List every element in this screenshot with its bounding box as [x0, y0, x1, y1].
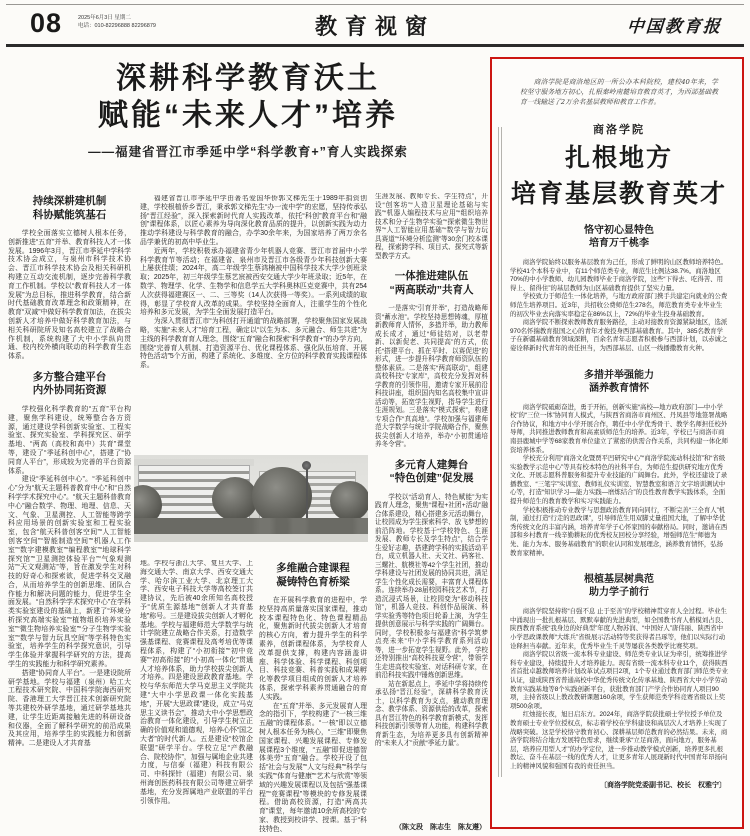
page-header — [6, 6, 744, 44]
subhead-line: 内外协同拓资源 — [32, 384, 107, 397]
paragraph: 商洛学院不断探索教师教育服务路径，主动对接教育资源紧缺地区，选派970名怀揣教育报国之心的青年才俊投身西部基础教育。其中，385名教育学子在新疆基础教育领域深耕，百余名青年志愿者积极参与西部计划，以赤诚之姿诠释新时代青年的责任担当，为西部基层、山区一线播撒教育火种。 — [510, 319, 728, 352]
phone-text: 电话：010-82296888 82296879 — [78, 22, 156, 29]
subhead-curriculum — [259, 562, 367, 589]
paragraph: 学校积极推动专业教学与思想政治教育同向同行，不断完善“三全育人”机制，通过打造“行走的思政课”，引导师范生用双脚丈量祖国大地，了解中华优秀传统文化的丰富内涵，培养青年学子心怀家国的奉献格局。同时，邀请在西部和乡村教育一线辛勤耕耘的优秀校友回校分享经验，增强师范生“师德为先、能力为本、服务基础教育”的职业认同和发展理念，涵养教育情怀，弘扬教育家精神。 — [510, 506, 728, 557]
section-title: 教育视窗 — [314, 14, 435, 39]
paragraph: 站在新起点上，季延中学将持续传承弘扬“晋江经验”，深耕科学教育沃土，以科学教育为支点，撬动教育理念、教学体系、资源供给的改革，探索具有晋江特色的科学教育新模式，发挥科技创新引领等育人功能，构建科学教育新生态，为培养更多具有创新精神的“未来人才”贡献“季延力量”。 — [375, 680, 488, 747]
pavement-graphic — [134, 534, 368, 542]
bushes-graphic — [134, 518, 368, 534]
paragraph: 商洛学院砥砺奋进，勇于开拓，创新实施“高校—地方政府部门—中小学校”的“三位一体”协同育人模式，与陕西省商洛市商州区、丹凤县等地签署战略合作协议，和地方中小学开展合作，聘任中小学优秀骨干、教学名师担任校外导师，共同推进教师教育和高素质师范生的培养。近3年，学校已与商洛市商南县鹿城中学等68家教育单位建立了紧密的供需合作关系，共同构建一体化师资培养体系。 — [510, 403, 728, 454]
paragraph: 福建省晋江市季延中学由著名爱国华侨郭文梯先生于1989年捐资创建，学校根植侨乡晋江，秉承郭文梯先生“办一流中学”的宏愿，坚持传承弘扬“晋江经验”，深入探索新时代育人实践改革，依托“科创”教育平台和“融创”课程体系，以匠心素养为导向深化教育品质的提升，以创新实践为动力推动学科建设与科学教育的融合，办学30余年来，为国家培养了两万余名品学兼优的初高中毕业生。 — [140, 195, 367, 246]
top-rule — [6, 4, 744, 5]
side-article-byline: 〔商洛学院党委副书记、校长 权雅宁〕 — [600, 781, 726, 789]
subhead-line: “两高联动”共育人 — [389, 283, 474, 296]
subhead-mechanism — [8, 195, 131, 222]
paragraph: 学校强化科学教育的“五育”平台构建，聚焦学科建设，统筹整合各方资源，通过建设学科创新实验室、工程实验室、探究实验室、学科探究区、研学基地、“两高（高校和高中）共育”课堂等，建设了“季延科创中心”，搭建了“协同育人平台”，形成较为完善的平台资源体系。 — [8, 405, 131, 475]
side-headline-line1: 扎根地方 — [564, 144, 673, 172]
lamppost-graphic — [306, 463, 308, 525]
main-article-byline: （陈文段 陈志生 陈友遵） — [389, 820, 486, 832]
paragraph: 学校以“活动育人、特色赋能”为实践育人理念，聚焦“课程+社团+活动”融合体系建设，精心搭建多元活动舞台，让校园成为学生探索科学、放飞梦想的前沿阵地。学校基于“学校特色、生涯发展、教师专长及学生特点”，结合学生爱好志趣，搭建跨学科的实践活动平台，成立机器人社、天文社、码客社、三螺社、航模社等42个学生社团，推动学科建设与社团发展的协同共进，满足学生个性化成长需要，丰富育人课程体系。连续举办28届校园科技艺术节，打造沉浸式场景，让校园变为“移动科技馆”，机器人竞技、科创作品展演、科学实验秀等特色项目轮番上演，为学生提供创意展示与科学实践的广阔舞台。同时，学校积极参与福建省“科学筑梦点亮未来”中小学科学教育系列活动等，进一步拓宽学生视野。此外，学校还特别推出“高校科技夏令营”，带领学生走进高校实验室、对话科研专家，在前沿科技实践中锤炼创新思维。 — [375, 493, 488, 679]
subhead-line: 恪守初心显特色 — [584, 225, 654, 236]
paragraph: 地。学校与浙江大学、复旦大学、上海交通大学、南京大学、西安交通大学、哈尔滨工业大学、北京理工大学、西安电子科技大学等高校签订共建协议，先后被40余所知名高校授予“优质生源基地”“创新人才共育基地”称号。三是建设拔尖创新人才孵化基地。学校与福建师范大学数学与统计学院建立战略合作关系，打造数学强基课程、竞赛课程及高考培优等课程体系，构建了“小初衔接”“初中竞赛”“初高衔接”的“小初高一体化”贯通人才培养体系，助力学校拔尖创新人才培养。四是建设思政教育基地。学校与华东师范大学马克思主义学院共建“大中小学思政课一体化实践基地”，开展“大思政课”建设，成立“马克思主义读书会”，推动大中小学思想政治教育一体化建设，引导学生树立正确的价值观和道德观，培养心怀“国之大者”的时代新人。五是建设“校馆企联盟”研学平台。学校立足“产教融合、院校协作”，加强与属地企业共建力度，与信泰（福建）科技有限公司、中科探针（福建）有限公司、泉州海创医药科技有限公司等建立研学基地，充分发挥属地产业联盟的平台引领作用。 — [140, 560, 253, 805]
subhead-platform — [8, 371, 131, 398]
subhead-line: “特色创建”促发展 — [389, 472, 474, 484]
paragraph: 为深入贯彻晋江市“为科创打开通道”的战略部署，学校聚焦国家发展战略，实施“未来人才”培育工程，确定以“以生为本、多元融合、师生共进”为主线的科学教育育人理念，围绕“五育”融合和探索“科学教育+”的办学方向，围绕“完善育人机制、打造资源平台、优化课程体系、强化队伍培育、开展特色活动”5个方面，构建了系统化、多维度、全方位的科学教育实践课程体系。 — [140, 318, 367, 370]
masthead-logo: 中国教育报 — [626, 17, 723, 37]
inner-vertical-rule — [498, 127, 502, 777]
side-subhead-2 — [510, 369, 728, 395]
paragraph: 学校致力于师范生一体化培养，与地方政府部门携手共建定向就业的公费师范生培养项目。近3年，共招收公费师范生278名，师范教育类专业毕业生的初次毕业去向落实率稳定在86%以上，72%的毕业生投身基础教育。 — [510, 293, 728, 318]
subhead-line: 一体推进建队伍 — [394, 270, 469, 282]
subhead-line: 持续深耕建机制 — [32, 195, 107, 207]
main-intro-block — [140, 195, 367, 453]
paragraph: 商洛学院坚持将“自强不息 止于至善”的学校精神贯穿育人全过程。毕业生中涌现出一批扎根基层、默默奉献的先进典型，如全国教书育人楷模刘占良、陕西教育系统“我身边的好典型”年度人物苏润、“中国好人”唐伟丽、陕西省中小学思政课教师“大练兵”省级展示活动特等奖获得者吕琢等，他们以实际行动诠释担当奉献。近年来，优秀毕业生千灵等屡获各类教学比赛奖项。 — [510, 608, 728, 650]
paragraph: 近两年，学校积极承办福建省青少年机器人竞赛、晋江市首届中小学科学教育节等活动；在福建省、泉州市及晋江市各级青少年科技创新大赛上屡获佳绩；2024年，高二年级学生蔡鸿楠被中国科学技术大学少创班录取；2025年，初三年级学生蔡艺宸被西安交通大学少年班录取；近5年，在数学、物理学、化学、生物学和信息学五大学科奥林匹克竞赛中，共有254人次获得福建赛区一、二、三等奖（14人次获得一等奖）。一系列成绩的取得，彰显了学校育人改革的成果。学校坚持全面育人，注重学生的个性化培养和多元发展，为学生全面发展打造平台。 — [140, 247, 367, 317]
tree-graphic — [252, 467, 312, 525]
subhead-team — [375, 270, 488, 297]
paragraph: 学校全面落实立德树人根本任务，创新推进“五育”并举、教育科技人才一体发展。1996年3月，晋江市季延中学科学技术协会成立，与泉州市科学技术协会、晋江市科学技术协会及相关科研机构建立互动交流机制，逐步完善科学教育工作机制。学校以“教育科技人才一体发展”为总目标，推进科学教育，结合新时代基础教育改革理念和政策精神，在教育“双减”中做好科学教育加法，在拔尖创新人才培养中做好科学教育加法，与相关科研院所及知名高校建立了战略合作机制，系统构建了大中小学纵向贯通、校内校外横向联动的科学教育生态体系。 — [8, 230, 131, 361]
header-rule — [6, 44, 744, 47]
side-subhead-3 — [510, 573, 728, 599]
subhead-line: 助力学子前行 — [589, 587, 649, 599]
main-column-a — [8, 193, 131, 834]
tree-graphic — [330, 481, 368, 521]
paragraph: 商洛学院始终以服务基层教育为己任，形成了鲜明的山区教师培养特色。学校41个本科专业中，有11个师范类专业，师范生比例达38.7%。商洛地区70%的中小学教师、幼儿园教师毕业于商洛学院，这些“下得去、吃得苦、用得上、留得住”的基层教师为山区基础教育提供了坚实力量。 — [510, 259, 728, 292]
paragraph: 在开展科学教育的进程中，学校坚持高质量落实国家课程，推动校本课程特色化、特色课程精品化，聚焦新时代拔尖创新人才培育的核心方向，着力提升学生的科学素养，创新课程体系，为学校育人改革提供支撑，构建内容涵盖讲座、科学体验、科学课程、科创项目、科技竞赛、科普实践和成果孵化等教学项目组成的创新人才培养体系，探索学科素养贯通融合的育人实践。 — [259, 597, 367, 701]
subhead-line: 凝铸特色育桥梁 — [276, 575, 350, 588]
campus-photo — [134, 455, 368, 542]
headline-line2: 赋能“未来人才”培养 — [98, 99, 398, 132]
headline-line1: 深耕科学教育沃土 — [116, 62, 380, 95]
subhead-line: 多措并举强能力 — [584, 369, 654, 381]
paragraph: 生涯发展、教师专长、学生特点”，开设“创客坊”“人造卫星理论基础与实践”“机器人编程技术与应用”“组织培养技术和分子生物学实验”“探索微生物世界”“人工智能应用基础”“数学与智力玩具赛道”“环境分析监测”等30余门校本课程，探索跨学科、项目式、探究式等新型教学方式。 — [375, 193, 488, 260]
subhead-line: 多元育人建舞台 — [394, 458, 469, 471]
side-subhead-1 — [510, 224, 728, 250]
paragraph: 一是落实“引育并举”，打造战略师资“蓄水池”。学校坚持思想铸魂，厚植新教师育人情怀，多措并举，助力教师成长成才，通过“师徒结对，以老带新、以新促老、共同提高”的方式，依托“搭建平台、抓在平时、以赛促进”的形式，进一步提升科学教育师资队伍的整体素质。二是落实“两高联动”，组建高校科技“专家库”，高校充分发挥对科学教育的引领作用，邀请专家开展前沿科技讲座，组织国内知名高校集中宣讲活动等，拓宽学生视野，指导学生进行生涯规划。三是落实“模式探索”，构建专项合作“真高地”。学校加强与福建师范大学数学与统计学院战略合作，聚焦拔尖创新人才培养，举办“小初贯通培养冬令营”。 — [375, 305, 488, 448]
lamp-graphic — [302, 461, 311, 470]
main-article-headline — [8, 60, 488, 160]
tree-graphic — [212, 477, 258, 521]
subhead-line: 多维融合建课程 — [276, 562, 350, 574]
paragraph: 建设“季延科创中心”。“季延科创中心”分为“航天主题科普教育中心”和“自然科学学术探究中心”。“航天主题科普教育中心”融合数学、物理、地理、信息、天文、气象、卫星测控、人工智能等跨学科应用场景的创新实验室和工程实验室，包含“航天科普创客空间”“人工智能创客空间”“智能制造空间”“机器人工作室”“数字建模教室”“编程教室”“地球科学探究馆”“卫星测控体验平台”“气象观测站”“天文观测站”等，旨在激发学生对科技的好奇心和探索欲，促进学科交叉融合，从而培养学生的创新思维、团队合作能力和解决问题的能力，促进学生全面发展。“自然科学学术探究中心”在学科类实验室建设的基础上，新建了“环境分析探究高端实验室”“植物组织培养实验室”“微生物培养实验室”“分子生物学实验室”“数学与智力玩具空间”等学科特色实验室，培养学生的科学探究意识，引导学生体验并掌握科学研究的方法，提高学生的实践能力和科学研究素养。 — [8, 476, 131, 669]
paragraph: 商洛学院以省级一流本科专业建设、师范类专业认证为牵引，统筹推进学科专业建设，持续提升人才培养能力。现有省级一流本科专业11个，获得陕西省首批卓越教师培养计划改革试点项目2项，1个专业通过教育部门师范类专业认证，建成陕西省普通高校中华优秀传统文化传承基地、陕西省大中小学劳动教育实践基地等8个实践创新平台，获批教育部门产学合作协同育人项目90项，主持省级以上教改教研课题160余项，学生获师范类学科竞赛省级以上奖项500余项。 — [510, 651, 728, 710]
side-headline-line2: 培育基层教育英才 — [510, 180, 727, 208]
page-number: 08 — [30, 8, 63, 38]
paragraph: 搭建“协同育人平台”。一是建设院所研学基地。学校与福建（泉州）哈工大工程技术研究院、中国科学院海西研究院、香港理工大学晋江技术创新研究院等共建校外研学基地，通过研学基地共建，让学生近距离接触先进的科研设备和仪器，全面了解科学研究的前沿成果及其应用，培养学生的实践能力和创新精神。二是建设人才共育基 — [8, 669, 131, 748]
paragraph: 学校充分利用“商洛文化暨贾平凹研究中心”“商洛学院流动科技馆”和“省级实验教学示范中心”等具有校本特色的社科平台，为师范生提供研究地方优秀文化、开展志愿科普服务和提升专业技能的广阔舞台。此外，学校还建设了录播教室、“三笔字”实训室、教师礼仪实训室、智慧教室和语言文字培训测试中心等，打造“知识学习—能力实践—磨炼结合”的良性教育教学实践体系，全面提升师范生的教育教学和实习实践能力。 — [510, 455, 728, 506]
main-column-c — [259, 560, 367, 836]
subhead-line: 多方整合建平台 — [32, 370, 107, 383]
subhead-line: 培育万千桃李 — [589, 238, 649, 249]
main-column-b — [140, 560, 253, 836]
subhead-line: 根植基层树典范 — [584, 574, 654, 586]
side-intro: 商洛学院是商洛地区的一所公办本科院校，建校40年来，学校坚守服务地方初心，扎根秦岭南麓培育教育英才，为西部基础教育一线输送了2万余名基层教师和教育工作者。 — [520, 78, 718, 106]
headline-subtitle: ——福建省晋江市季延中学“科学教育+”育人实践探索 — [88, 145, 408, 159]
side-article-box — [490, 57, 744, 829]
main-column-d — [375, 193, 488, 834]
paragraph: 红烛接长夜，旭日启东方。2024年，商洛学院获批硕士学位授予单位及教育硕士专业学位授权点，标志着学校在学科建设和高层次人才培养上实现了战略突破。这是学校恪守教育初心、深耕基层师范教育的必然结果。未来，商洛学院将结合地方发展特色需求，继续秉承“立足商洛，面向地方，服务基层，培养应用型人才”的办学定位，进一步推动教学模式创新，培养更多扎根教坛、奋斗在基层一线的优秀人才，让更多青年人展现新时代中国青年昂扬向上的精神风貌和强国有我的责任担当。 — [510, 711, 728, 770]
side-kicker: 商洛学院 — [593, 124, 645, 136]
subhead-stage — [375, 459, 488, 486]
subhead-line: 科协赋能筑基石 — [32, 208, 107, 221]
subhead-line: 涵养教育情怀 — [589, 382, 649, 394]
paragraph: 在“五育”并举、多元发展育人理念的指引下，学校构建了“一核三维五融”的课程体系。“一核”即以立德树人根本任务为核心，“三维”即聚焦国家课程、兴趣发展课程、专修发展课程3个维度，“五融”即促进德智体美劳“五育”融合。学校开设了包括“社会与发展”“人文与经典”“科学与实践”“体育与健康”“艺术与欣赏”等领域的兴趣发展课程以及包括“强基课程”“竞赛课程”等模块的专修发展课程。借助高校资源，打造“两高共育”课堂，每年邀请10余所高校的专家、教授到校讲学、授课。基于“科技特色、 — [259, 702, 367, 833]
date-text: 2025年6月3日 星期二 — [78, 15, 131, 21]
